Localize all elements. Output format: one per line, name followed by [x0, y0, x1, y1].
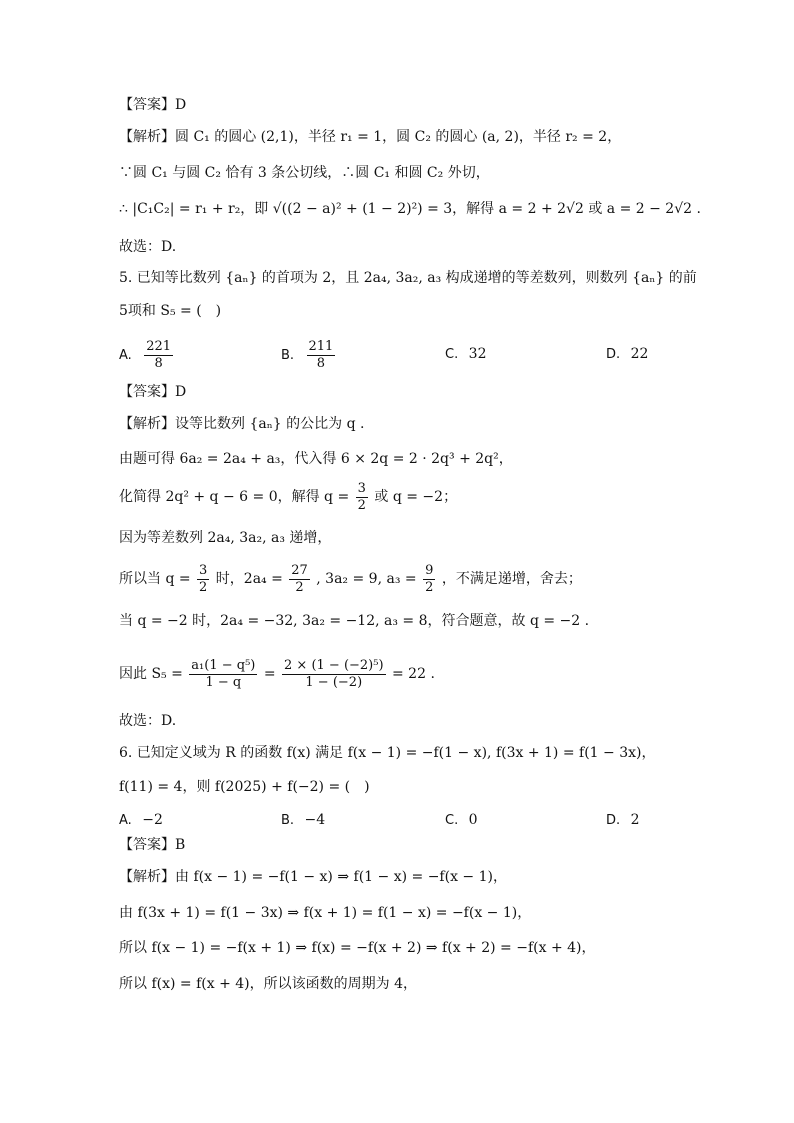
fraction-numerator: 27 — [291, 562, 308, 578]
choice-value: 0 — [468, 812, 478, 828]
fraction-denominator: 1 − q — [205, 674, 242, 690]
q6-choice-b — [281, 806, 325, 835]
fraction — [289, 564, 310, 594]
q4-solution-line-3: ∴ |C₁C₂| = r₁ + r₂，即 √((2 − a)² + (1 − 2)²) = 3，解得 a = 2 + 2√2 或 a = 2 − 2√2 . — [119, 201, 701, 217]
q6-solution-line-1: 【解析】由 f(x − 1) = −f(1 − x) ⇒ f(1 − x) = −f(x − 1)， — [119, 869, 507, 885]
q6-stem-line-1: 6. 已知定义域为 R 的函数 f(x) 满足 f(x − 1) = −f(1 − x), f(3x + 1) = f(1 − 3x)， — [119, 745, 656, 761]
text-segment: , 3a₂ = 9, a₃ = — [316, 571, 417, 587]
choice-label: D. — [606, 347, 621, 362]
q6-solution-line-3: 所以 f(x − 1) = −f(x + 1) ⇒ f(x) = −f(x + 2) ⇒ f(x + 2) = −f(x + 4)， — [119, 940, 596, 956]
choice-label: D. — [606, 813, 621, 828]
text-segment: 所以当 q = — [119, 571, 191, 587]
choice-label: C. — [445, 347, 459, 362]
q4-answer: 【答案】D — [119, 97, 187, 113]
q5-conclusion: 故选：D. — [119, 713, 177, 729]
text-segment: ，不满足递增，舍去； — [441, 571, 582, 587]
fraction-numerator: a₁(1 − q⁵) — [191, 657, 256, 673]
q5-solution-line-6: 当 q = −2 时，2a₄ = −32, 3a₂ = −12, a₃ = 8，符合题意，故 q = −2 . — [119, 613, 590, 629]
q4-solution-line-1: 【解析】圆 C₁ 的圆心 (2,1)，半径 r₁ = 1，圆 C₂ 的圆心 (a, 2)，半径 r₂ = 2， — [119, 129, 622, 145]
q5-solution-line-3 — [119, 473, 734, 521]
text-segment: 化简得 2q² + q − 6 = 0，解得 q = — [119, 489, 350, 505]
q4-solution-line-2: ∵圆 C₁ 与圆 C₂ 恰有 3 条公切线，∴圆 C₁ 和圆 C₂ 外切， — [119, 165, 490, 181]
choice-value: 32 — [468, 346, 487, 362]
fraction — [356, 482, 368, 512]
fraction-numerator: 211 — [308, 339, 334, 354]
fraction-numerator: 3 — [357, 480, 366, 496]
fraction-numerator: 9 — [425, 562, 434, 578]
q5-solution-line-4: 因为等差数列 2a₄, 3a₂, a₃ 递增， — [119, 530, 332, 546]
q5-choice-d — [606, 340, 648, 369]
fraction — [189, 659, 257, 689]
fraction — [282, 659, 386, 689]
fraction — [307, 340, 336, 370]
q5-stem-line-1: 5. 已知等比数列 {aₙ} 的首项为 2，且 2a₄, 3a₂, a₃ 构成递增的等差数列，则数列 {aₙ} 的前 — [119, 270, 697, 286]
q5-choice-a — [119, 340, 175, 370]
fraction-denominator: 2 — [425, 579, 434, 595]
q6-choice-a — [119, 806, 163, 835]
text-segment: 或 q = −2； — [374, 489, 458, 505]
fraction-denominator: 1 − (−2) — [305, 674, 363, 690]
fraction — [144, 340, 173, 370]
q5-solution-line-2: 由题可得 6a₂ = 2a₄ + a₃，代入得 6 × 2q = 2 · 2q³ + 2q²， — [119, 451, 513, 467]
choice-label: A. — [119, 813, 132, 828]
text-segment: = 22 . — [392, 666, 435, 682]
q5-answer: 【答案】D — [119, 384, 187, 400]
q5-stem-line-2: 5项和 S₅ = ( ) — [119, 303, 222, 319]
q6-stem-line-2: f(11) = 4，则 f(2025) + f(−2) = ( ) — [119, 779, 370, 795]
q6-solution-line-2: 由 f(3x + 1) = f(1 − 3x) ⇒ f(x + 1) = f(1 − x) = −f(x − 1)， — [119, 905, 532, 921]
fraction-numerator: 3 — [199, 562, 208, 578]
fraction — [423, 564, 435, 594]
fraction-numerator: 2 × (1 − (−2)⁵) — [284, 657, 384, 673]
q5-choice-b — [281, 340, 337, 370]
q5-choice-c — [445, 340, 487, 369]
equals-sign: = — [263, 666, 276, 682]
fraction-denominator: 2 — [199, 579, 208, 595]
q4-conclusion: 故选：D. — [119, 239, 177, 255]
choice-label: B. — [281, 813, 295, 828]
choice-value: −4 — [304, 812, 326, 828]
choice-label: C. — [445, 813, 459, 828]
q6-solution-line-4: 所以 f(x) = f(x + 4)，所以该函数的周期为 4， — [119, 976, 417, 992]
q5-solution-line-1: 【解析】设等比数列 {aₙ} 的公比为 q . — [119, 416, 365, 432]
text-segment: 因此 S₅ = — [119, 666, 183, 682]
choice-label: A. — [119, 348, 132, 364]
q6-choice-d — [606, 806, 640, 835]
choice-value: −2 — [142, 812, 163, 828]
choice-value: 2 — [630, 812, 640, 828]
fraction — [197, 564, 209, 594]
q6-answer: 【答案】B — [119, 837, 186, 853]
choice-label: B. — [281, 348, 295, 364]
fraction-denominator: 2 — [295, 579, 304, 595]
q5-solution-line-7 — [119, 650, 734, 698]
q6-choices — [119, 806, 679, 834]
q5-solution-line-5 — [119, 555, 734, 603]
fraction-denominator: 8 — [154, 355, 163, 371]
choice-value: 22 — [630, 346, 649, 362]
q5-choices — [119, 339, 679, 371]
q6-choice-c — [445, 806, 478, 835]
text-segment: 时，2a₄ = — [215, 571, 283, 587]
fraction-numerator: 221 — [146, 339, 172, 354]
fraction-denominator: 2 — [357, 497, 366, 513]
fraction-denominator: 8 — [316, 355, 326, 371]
